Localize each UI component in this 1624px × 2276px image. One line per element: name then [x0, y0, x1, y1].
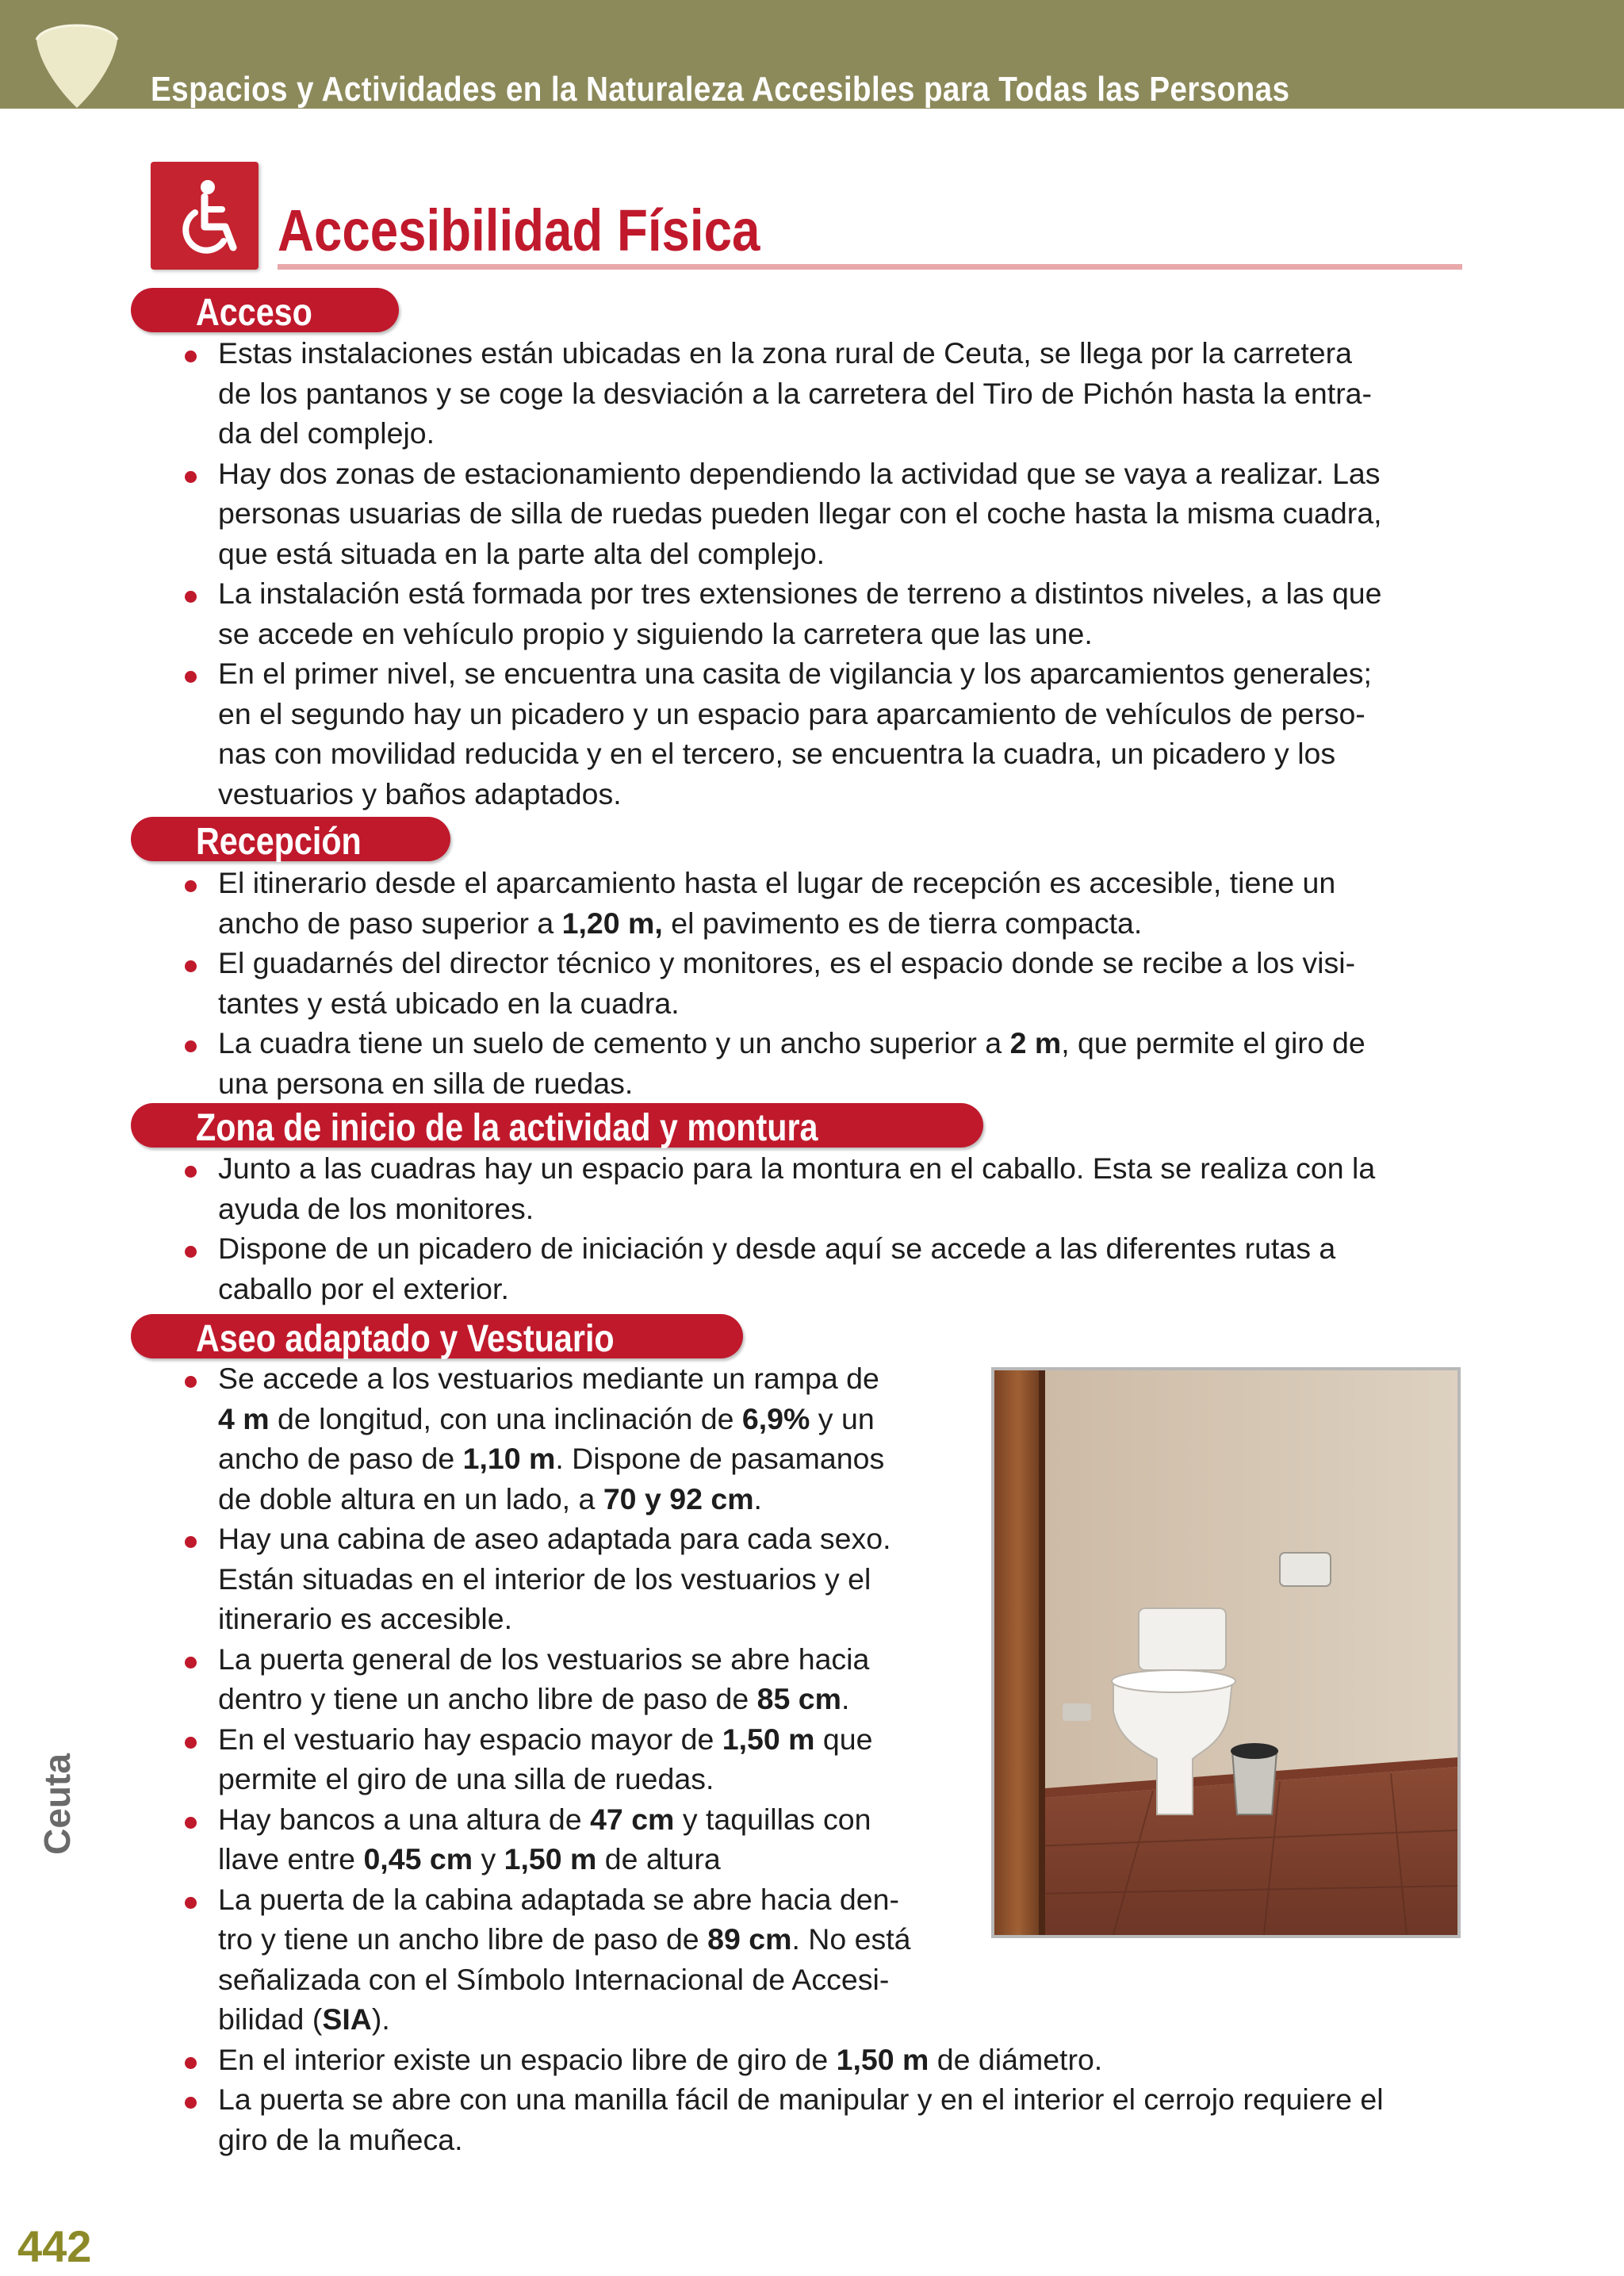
emphasis: 2 m — [1009, 1026, 1062, 1059]
page-number: 442 — [17, 2221, 92, 2271]
text-run: La puerta general de los vestuarios se abre hacia — [218, 1642, 870, 1676]
text-line — [218, 2040, 1102, 2079]
text-line — [218, 2079, 1384, 2119]
text-run: La puerta se abre con una manilla fácil de manipular y en el interior el cerrojo requiere el — [218, 2083, 1384, 2116]
bullet-icon — [185, 471, 197, 483]
text-line — [218, 1023, 1365, 1063]
subsection-pill-zona-inicio — [131, 1103, 983, 1148]
emphasis: SIA — [322, 2002, 372, 2036]
bullet-icon — [185, 960, 197, 972]
text-line — [218, 413, 435, 453]
bullet-icon — [185, 1536, 197, 1548]
text-line — [218, 1999, 390, 2039]
bullet-icon — [185, 671, 197, 683]
text-run: Hay dos zonas de estacionamiento dependiendo la actividad que se vaya a realizar. Las — [218, 456, 1381, 490]
text-run: y un — [810, 1401, 875, 1435]
text-run: itinerario es accesible. — [218, 1602, 513, 1635]
emphasis: 1,50 m — [722, 1722, 815, 1756]
text-run: Hay bancos a una altura de — [218, 1802, 591, 1836]
text-line — [218, 333, 1352, 373]
emphasis: 1,10 m — [462, 1442, 556, 1475]
text-line — [218, 1960, 889, 1999]
text-line — [218, 1719, 873, 1759]
text-run: Están situadas en el interior de los vestuarios y el — [218, 1561, 871, 1596]
text-line — [218, 983, 680, 1023]
bullet-icon — [185, 2057, 197, 2069]
text-run: Hay una cabina de aseo adaptada para cada sexo. — [218, 1522, 891, 1555]
text-line — [218, 1148, 1375, 1188]
region-name: Ceuta — [36, 1753, 78, 1855]
text-run: En el interior existe un espacio libre de giro de — [218, 2042, 837, 2076]
text-line — [218, 1399, 875, 1439]
text-line — [218, 863, 1335, 902]
text-run: de altura — [596, 1842, 721, 1876]
text-run: da del complejo. — [218, 416, 435, 450]
text-line — [218, 573, 1382, 613]
text-run: El itinerario desde el aparcamiento hasta el lugar de recepción es accesible, tiene un — [218, 866, 1336, 899]
text-line — [218, 1759, 714, 1799]
bullet-icon — [185, 1166, 197, 1178]
text-run: En el primer nivel, se encuentra una casita de vigilancia y los aparcamientos generales; — [218, 657, 1372, 690]
text-run: dentro y tiene un ancho libre de paso de — [218, 1682, 757, 1715]
text-line — [218, 1839, 721, 1879]
text-line — [218, 1189, 534, 1228]
title-underline — [278, 264, 1462, 270]
bullet-icon — [185, 1040, 197, 1052]
text-line — [218, 734, 1335, 773]
text-line — [218, 1679, 849, 1718]
text-line — [218, 1269, 509, 1309]
subsection-title: Acceso — [196, 292, 312, 334]
text-line — [218, 1063, 633, 1103]
subsection-title: Recepción — [196, 821, 362, 863]
text-run: llave entre — [218, 1842, 364, 1876]
text-run: permite el giro de una silla de ruedas. — [218, 1762, 714, 1795]
text-line — [218, 1799, 871, 1839]
text-run: giro de la muñeca. — [218, 2122, 463, 2156]
text-run: y taquillas con — [674, 1802, 871, 1836]
text-line — [218, 903, 1142, 943]
wheelchair-accessibility-icon — [151, 162, 259, 270]
text-run: de diámetro. — [929, 2042, 1103, 2076]
toilet-photo — [991, 1367, 1461, 1938]
text-line — [218, 653, 1372, 693]
subsection-title: Aseo adaptado y Vestuario — [196, 1318, 615, 1360]
text-run: ancho de paso superior a — [218, 906, 562, 940]
text-line — [218, 374, 1372, 413]
emphasis: 1,50 m — [836, 2042, 929, 2076]
text-line — [218, 694, 1365, 734]
text-line — [218, 614, 1093, 653]
emphasis: 0,45 cm — [363, 1842, 473, 1876]
text-run: en el segundo hay un picadero y un espacio para aparcamiento de vehículos de perso- — [218, 696, 1365, 730]
text-line — [218, 1639, 869, 1679]
text-run: de doble altura en un lado, a — [218, 1481, 603, 1515]
text-line — [218, 2120, 463, 2159]
text-run: Se accede a los vestuarios mediante un rampa de — [218, 1362, 879, 1395]
text-run: La instalación está formada por tres extensiones de terreno a distintos niveles, a las que — [218, 577, 1382, 610]
bullet-icon — [185, 2097, 197, 2109]
subsection-pill-aseo — [131, 1314, 743, 1358]
text-run: En el vestuario hay espacio mayor de — [218, 1722, 722, 1756]
subsection-pill-recepcion — [131, 817, 450, 861]
text-run: . No está — [791, 1922, 911, 1956]
text-run: nas con movilidad reducida y en el tercero, se encuentra la cuadra, un picadero y los — [218, 737, 1336, 770]
text-run: que está situada en la parte alta del complejo. — [218, 536, 825, 570]
text-line — [218, 1559, 871, 1599]
text-run: tro y tiene un ancho libre de paso de — [218, 1922, 708, 1956]
text-line — [218, 774, 622, 814]
text-run: una persona en silla de ruedas. — [218, 1066, 634, 1100]
bullet-icon — [185, 1737, 197, 1749]
text-run: La cuadra tiene un suelo de cemento y un ancho superior a — [218, 1026, 1010, 1059]
emphasis: 4 m — [218, 1401, 270, 1435]
bullet-icon — [185, 1657, 197, 1669]
emphasis: 1,20 m, — [561, 906, 663, 940]
section-title: Accesibilidad Física — [278, 197, 760, 263]
text-run: bilidad ( — [218, 2002, 323, 2036]
text-line — [218, 454, 1381, 493]
text-run: . Dispone de pasamanos — [555, 1442, 885, 1475]
text-line — [218, 1358, 879, 1398]
text-run: tantes y está ubicado en la cuadra. — [218, 986, 680, 1020]
text-line — [218, 1919, 911, 1959]
text-run: que — [814, 1722, 873, 1756]
text-run: ancho de paso de — [218, 1442, 463, 1475]
bullet-icon — [185, 591, 197, 603]
text-line — [218, 1228, 1335, 1268]
header-title: Espacios y Actividades en la Naturaleza Accesibles para Todas las Personas — [151, 70, 1290, 109]
text-run: de los pantanos y se coge la desviación a la carretera del Tiro de Pichón hasta la entra- — [218, 376, 1373, 410]
text-line — [218, 534, 825, 573]
text-line — [218, 1479, 762, 1519]
bullet-icon — [185, 1376, 197, 1388]
text-line — [218, 1879, 899, 1919]
text-run: . — [841, 1682, 850, 1715]
subsection-pill-acceso — [131, 288, 399, 332]
text-run: se accede en vehículo propio y siguiendo la carretera que las une. — [218, 616, 1093, 650]
text-run: ayuda de los monitores. — [218, 1191, 534, 1225]
text-run: Dispone de un picadero de iniciación y desde aquí se accede a las diferentes rutas a — [218, 1232, 1336, 1265]
text-run: , que permite el giro de — [1061, 1026, 1365, 1059]
text-run: caballo por el exterior. — [218, 1271, 509, 1305]
bullet-icon — [185, 1897, 197, 1909]
text-run: personas usuarias de silla de ruedas pueden llegar con el coche hasta la misma cuadra, — [218, 496, 1382, 530]
text-run: El guadarnés del director técnico y monitores, es el espacio donde se recibe a los visi- — [218, 946, 1356, 979]
emphasis: 6,9% — [741, 1401, 810, 1435]
text-line — [218, 1519, 891, 1558]
text-run: señalizada con el Símbolo Internacional de Accesi- — [218, 1962, 890, 1996]
bullet-icon — [185, 880, 197, 892]
text-run: La puerta de la cabina adaptada se abre hacia den- — [218, 1882, 899, 1916]
leaf-icon — [30, 16, 124, 109]
text-line — [218, 943, 1355, 983]
text-run: el pavimento es de tierra compacta. — [662, 906, 1143, 940]
text-run: Estas instalaciones están ubicadas en la zona rural de Ceuta, se llega por la carretera — [218, 336, 1352, 370]
text-run: vestuarios y baños adaptados. — [218, 776, 622, 810]
emphasis: 89 cm — [707, 1922, 792, 1956]
bullet-icon — [185, 1817, 197, 1829]
text-run: . — [753, 1481, 762, 1515]
region-side-label — [33, 1741, 81, 1868]
text-line — [218, 1599, 512, 1638]
emphasis: 85 cm — [756, 1682, 841, 1715]
text-line — [218, 493, 1382, 533]
text-run: Junto a las cuadras hay un espacio para la montura en el caballo. Esta se realiza con la — [218, 1151, 1376, 1185]
subsection-title: Zona de inicio de la actividad y montura — [196, 1107, 818, 1149]
bullet-icon — [185, 351, 197, 362]
emphasis: 47 cm — [590, 1802, 675, 1836]
text-run: y — [473, 1842, 504, 1876]
emphasis: 1,50 m — [504, 1842, 597, 1876]
text-run: ). — [371, 2002, 390, 2036]
emphasis: 70 y 92 cm — [603, 1481, 754, 1515]
bullet-icon — [185, 1246, 197, 1258]
text-run: de longitud, con una inclinación de — [269, 1401, 742, 1435]
text-line — [218, 1439, 884, 1478]
